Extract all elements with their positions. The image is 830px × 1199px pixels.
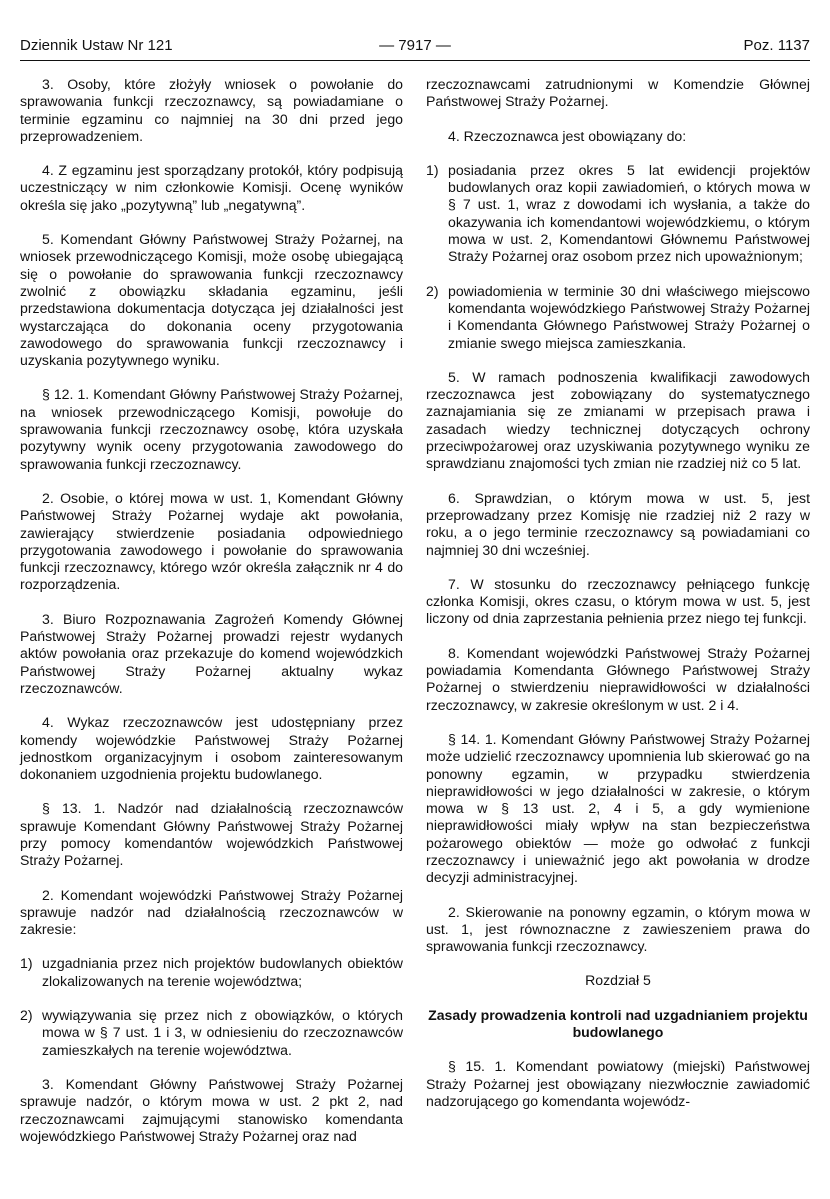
paragraph: 3. Komendant Główny Państwowej Straży Pożarnej sprawuje nadzór, o którym mowa w ust. 2 pkt 2, nad rzeczoznawcami zajmującymi stanowisko komendanta wojewódzkiego Państwowej Straży Pożarnej oraz nad: [20, 1075, 403, 1144]
paragraph: 3. Biuro Rozpoznawania Zagrożeń Komendy Głównej Państwowej Straży Pożarnej prowadzi rejestr wydanych aktów powołania oraz przekazuje do komend wojewódzkich Państwowej Straży Pożarnej aktualny wykaz rzeczoznawców.: [20, 610, 403, 696]
paragraph: 2. Osobie, o której mowa w ust. 1, Komendant Główny Państwowej Straży Pożarnej wydaje akt powołania, zawierający stwierdzenie posiadania odpowiedniego przygotowania zawodowego i powołanie do sprawowania funkcji rzeczoznawcy, którego wzór określa załącznik nr 4 do rozporządzenia.: [20, 489, 403, 593]
paragraph: 4. Z egzaminu jest sporządzany protokół, który podpisują uczestniczący w nim członkowie Komisji. Ocenę wyników określa się jako „pozytywną” lub „negatywną”.: [20, 162, 403, 213]
paragraph: 3. Osoby, które złożyły wniosek o powołanie do sprawowania funkcji rzeczoznawcy, są powiadamiane o terminie egzaminu co najmniej na 30 dni przed jego przeprowadzeniem.: [20, 76, 403, 144]
left-column: [20, 76, 403, 1162]
paragraph-section-15: § 15. 1. Komendant powiatowy (miejski) Państwowej Straży Pożarnej jest obowiązany niezwłocznie zawiadomić nadzorującego go komendanta wojewódz-: [426, 1058, 810, 1109]
paragraph-section-14: § 14. 1. Komendant Główny Państwowej Straży Pożarnej może udzielić rzeczoznawcy upomnienia lub skierować go na ponowny egzamin, w przypadku stwierdzenia nieprawidłowości w jego działalności w zakresie, o którym mowa w § 13 ust. 2, 4 i 5, a gdy wymienione nieprawidłowości miały wpływ na stan bezpieczeństwa pożarowego obiektów — może go odwołać z funkcji rzeczoznawcy i unieważnić jego akt powołania w drodze decyzji administracyjnej.: [426, 730, 810, 886]
journal-title: Dziennik Ustaw Nr 121: [20, 37, 173, 54]
paragraph: 4. Rzeczoznawca jest obowiązany do:: [448, 127, 687, 144]
chapter-heading: Rozdział 5: [585, 972, 651, 989]
paragraph: 2. Skierowanie na ponowny egzamin, o którym mowa w ust. 1, jest równoznaczne z zawieszeniem prawa do sprawowania funkcji rzeczoznawcy.: [426, 903, 810, 955]
paragraph-continued: rzeczoznawcami zatrudnionymi w Komendzie Głównej Państwowej Straży Pożarnej.: [426, 76, 810, 110]
list-text: wywiązywania się przez nich z obowiązków, o których mowa w § 7 ust. 1 i 3, w odniesieniu do rzeczoznawców zamieszkałych na terenie województwa.: [42, 1007, 403, 1058]
list-text: uzgadniania przez nich projektów budowlanych obiektów zlokalizowanych na terenie województwa;: [42, 955, 403, 989]
list-item: [20, 955, 403, 990]
paragraph: 5. W ramach podnoszenia kwalifikacji zawodowych rzeczoznawca jest zobowiązany do systematycznego zaznajamiania się ze zmianami w przepisach prawa i zasadach wiedzy technicznej dotyczących ochrony przeciwpożarowej oraz uzyskiwania pozytywnego wyniku ze sprawdzianu znajomości tych zmian nie rzadziej niż co 5 lat.: [426, 368, 810, 472]
paragraph: 6. Sprawdzian, o którym mowa w ust. 5, jest przeprowadzany przez Komisję nie rzadziej niż 2 razy w roku, a o jego terminie rzeczoznawcy są powiadamiani co najmniej 30 dni wcześniej.: [426, 489, 810, 558]
list-number: 1): [426, 161, 439, 178]
paragraph: 8. Komendant wojewódzki Państwowej Straży Pożarnej powiadamia Komendanta Głównego Państwowej Straży Pożarnej o stwierdzeniu nieprawidłowości w działalności rzeczoznawcy, w zakresie określonym w ust. 2 i 4.: [426, 644, 810, 713]
list-number: 1): [20, 955, 33, 972]
chapter-title: Zasady prowadzenia kontroli nad uzgadnianiem projektu budowlanego: [428, 1006, 808, 1041]
list-number: 2): [20, 1007, 33, 1024]
position-number: Poz. 1137: [743, 37, 810, 54]
list-item: [20, 1007, 403, 1059]
paragraph: 5. Komendant Główny Państwowej Straży Pożarnej, na wniosek przewodniczącego Komisji, może osobę ubiegającą się o powołanie do sprawowania funkcji rzeczoznawcy zwolnić z obowiązku składania egzaminu, jeśli przedstawiona dokumentacja dotycząca jej działalności jest wystarczająca do dokonania oceny przygotowania zawodowego do sprawowania funkcji rzeczoznawcy i uzyskania pozytywnego wyniku.: [20, 231, 403, 369]
list-item: [426, 283, 810, 352]
list-text: powiadomienia w terminie 30 dni właściwego miejscowo komendanta wojewódzkiego Państwowej Straży Pożarnej i Komendanta Głównego Państwowej Straży Pożarnej o zmianie swego miejsca zamieszkania.: [448, 282, 810, 351]
page-header: [20, 34, 810, 61]
paragraph: 2. Komendant wojewódzki Państwowej Straży Pożarnej sprawuje nadzór nad działalnością rzeczoznawców w zakresie:: [20, 886, 403, 938]
list-number: 2): [426, 282, 439, 299]
list-item: [426, 162, 810, 266]
page-number: — 7917 —: [379, 37, 451, 54]
paragraph: 7. W stosunku do rzeczoznawcy pełniącego funkcję członka Komisji, okres czasu, o którym mowa w ust. 5, jest liczony od dnia zaprzestania pełnienia przez niego tej funkcji.: [426, 575, 810, 627]
list-text: posiadania przez okres 5 lat ewidencji projektów budowlanych oraz kopii zawiadomień, o których mowa w § 7 ust. 1, wraz z dowodami ich wysłania, a także do okazywania ich komendantowi wojewódzkiemu, o którym mowa w ust. 2, Komendantowi Głównemu Państwowej Straży Pożarnej oraz osobom przez nich upoważnionym;: [448, 161, 810, 265]
paragraph: 4. Wykaz rzeczoznawców jest udostępniany przez komendy wojewódzkie Państwowej Straży Pożarnej jednostkom organizacyjnym i osobom zainteresowanym dokonaniem uzgodnienia projektu budowlanego.: [20, 714, 403, 783]
paragraph-section-12: § 12. 1. Komendant Główny Państwowej Straży Pożarnej, na wniosek przewodniczącego Komisji, powołuje do sprawowania funkcji rzeczoznawcy osobę, która uzyskała pozytywny wynik oceny przygotowania zawodowego do sprawowania funkcji rzeczoznawcy.: [20, 386, 403, 472]
right-column: [426, 76, 810, 1127]
paragraph-section-13: § 13. 1. Nadzór nad działalnością rzeczoznawców sprawuje Komendant Główny Państwowej Straży Pożarnej przy pomocy komendantów wojewódzkich Państwowej Straży Pożarnej.: [20, 800, 403, 869]
